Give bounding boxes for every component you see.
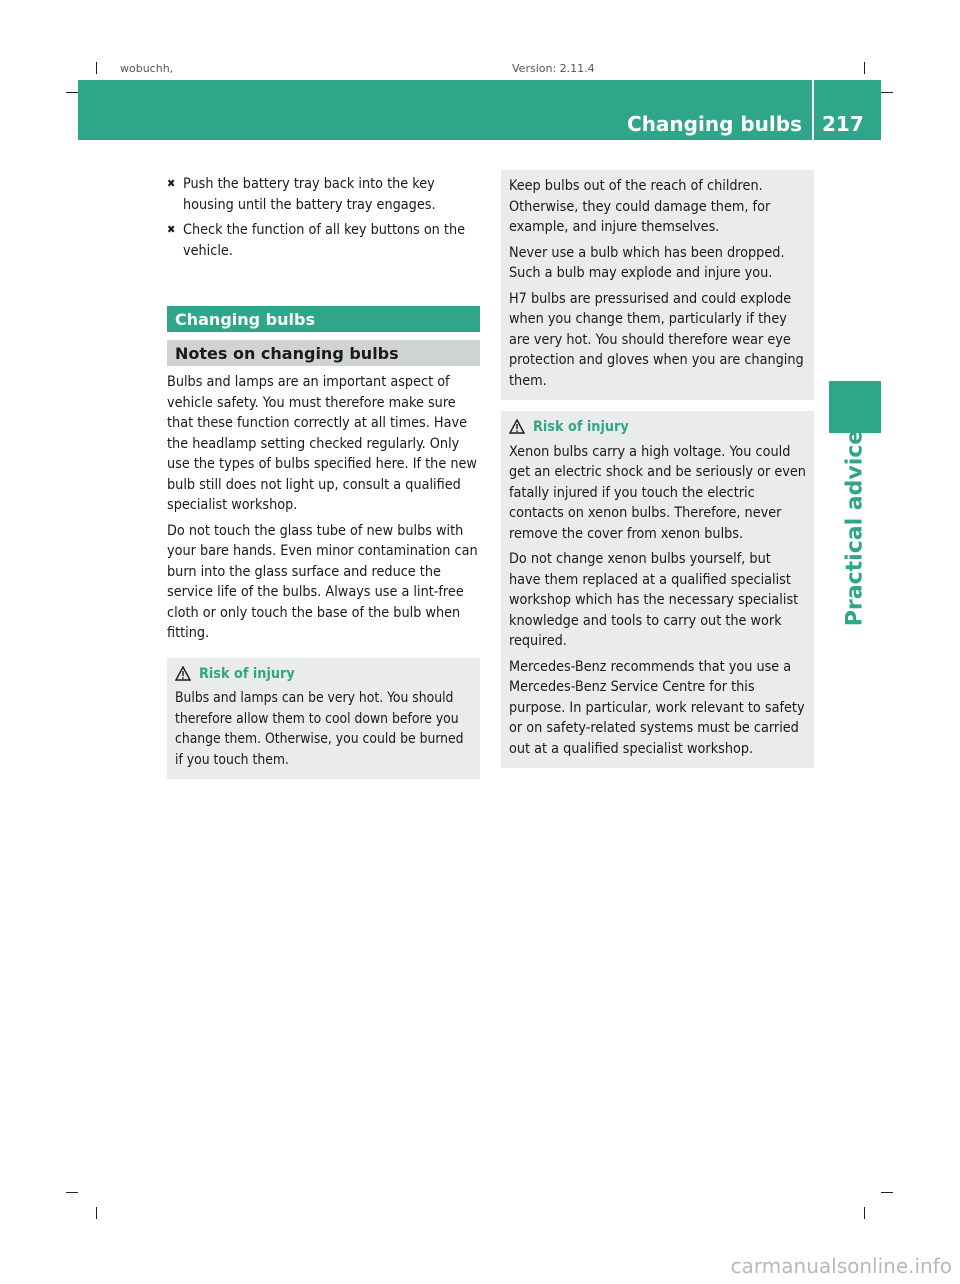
warning-title <box>175 664 472 685</box>
warning-title-text: Risk of injury <box>199 665 295 682</box>
warning-title-text: Risk of injury <box>533 419 629 435</box>
warning-title <box>509 417 806 438</box>
warning-text: Bulbs and lamps can be very hot. You should therefore allow them to cool down before you change them. Otherwise, you could be burned if you touch them. <box>175 690 464 768</box>
crop-mark <box>881 1192 893 1193</box>
watermark: carmanualsonline.info <box>730 1254 952 1278</box>
warning-paragraph: Mercedes-Benz recommends that you use a Mercedes-Benz Service Centre for this purpose. In particular, work relevant to safety or on safety-related systems must be carried out at a qualified specialist workshop. <box>509 658 805 757</box>
subsection-heading: Notes on changing bulbs <box>167 340 480 366</box>
crop-mark <box>66 92 78 93</box>
crop-mark <box>864 62 865 74</box>
step-text: Push the battery tray back into the key housing until the battery tray engages. <box>183 176 436 213</box>
print-meta-left: wobuchh, <box>120 62 174 75</box>
warning-paragraph: Xenon bulbs carry a high voltage. You could get an electric shock and be seriously or even fatally injured if you touch the electric contacts on xenon bulbs. Therefore, never remove the cover from xenon bulbs. <box>509 443 806 542</box>
body-paragraph: Bulbs and lamps are an important aspect of vehicle safety. You must therefore make sure that these function correctly at all times. Have the headlamp setting checked regularly. Only use the types of bulbs specified here. If the new bulb still does not light up, consult a qualified specialist workshop. <box>167 374 477 513</box>
body-paragraph: Do not touch the glass tube of new bulbs with your bare hands. Even minor contamination can burn into the glass surface and reduce the service life of the bulbs. Always use a lint-free cloth or only touch the base of the bulb when fitting. <box>167 522 478 641</box>
crop-mark <box>864 1207 865 1219</box>
info-box <box>501 170 814 400</box>
print-meta-right: Version: 2.11.4 <box>512 62 595 75</box>
step-arrow-icon: ✖ <box>167 223 176 236</box>
warning-triangle-icon <box>509 419 525 434</box>
warning-triangle-icon <box>175 666 191 681</box>
crop-mark <box>66 1192 78 1193</box>
right-column <box>501 170 814 768</box>
info-paragraph: Keep bulbs out of the reach of children. Otherwise, they could damage them, for example, and injure themselves. <box>509 178 771 235</box>
info-paragraph: Never use a bulb which has been dropped. Such a bulb may explode and injure you. <box>509 244 785 281</box>
page-title: Changing bulbs <box>627 112 802 136</box>
chapter-tab-label: Practical advice <box>842 429 868 627</box>
chapter-tab <box>830 429 880 627</box>
header-separator <box>812 80 814 140</box>
section-heading: Changing bulbs <box>167 306 480 332</box>
step-arrow-icon: ✖ <box>167 177 176 190</box>
info-paragraph: H7 bulbs are pressurised and could explode when you change them, particularly if they are very hot. You should therefore wear eye protection and gloves when you are changing them. <box>509 290 804 389</box>
crop-mark <box>96 62 97 74</box>
page-number: 217 <box>822 112 864 136</box>
crop-mark <box>881 92 893 93</box>
warning-box <box>167 658 480 780</box>
left-column <box>167 174 480 779</box>
instruction-step <box>167 174 480 215</box>
crop-mark <box>96 1207 97 1219</box>
chapter-marker <box>829 381 881 433</box>
instruction-step <box>167 220 480 261</box>
warning-box <box>501 411 814 768</box>
step-text: Check the function of all key buttons on the vehicle. <box>183 222 466 259</box>
warning-paragraph: Do not change xenon bulbs yourself, but have them replaced at a qualified specialist workshop which has the necessary specialist knowledge and tools to carry out the work required. <box>509 551 799 649</box>
